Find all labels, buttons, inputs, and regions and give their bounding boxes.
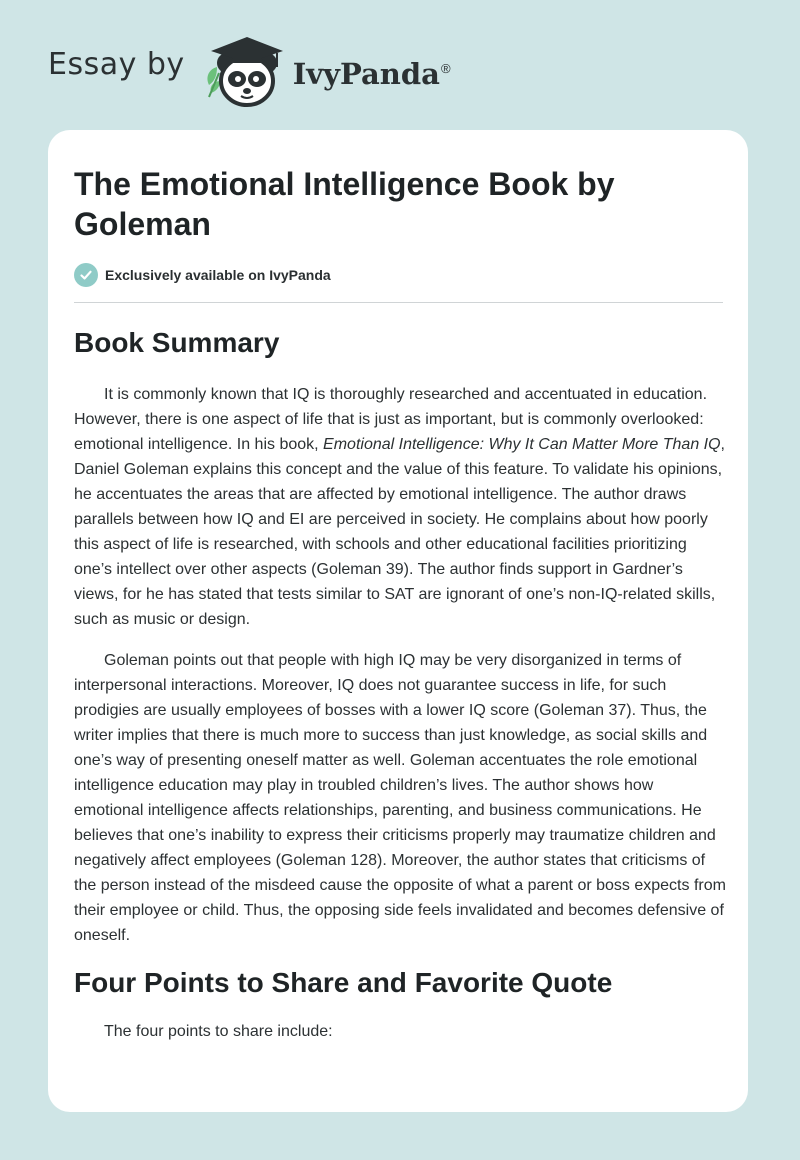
check-circle-icon xyxy=(74,263,98,287)
book-title-italic: Emotional Intelligence: Why It Can Matter More Than IQ xyxy=(323,436,721,453)
badge-label: Exclusively available on IvyPanda xyxy=(105,267,331,283)
brand-name-text: IvyPanda xyxy=(292,57,440,91)
divider xyxy=(74,302,723,303)
article-title: The Emotional Intelligence Book by Goleman xyxy=(74,166,615,242)
panda-logo-icon[interactable] xyxy=(203,33,291,111)
essay-by-label: Essay by xyxy=(48,46,185,82)
article-card xyxy=(48,130,748,1112)
paragraph-text: , Daniel Goleman explains this concept and the value of this feature. To validate his opinions, he accentuates the areas that are affected by emotional intelligence. The author draws parallels between how IQ and EI are perceived in society. He complains about how poorly this aspect of life is researched, with schools and other educational facilities prioritizing one’s intellect over other aspects (Goleman 39). The author finds support in Gardner’s views, for he has stated that tests similar to SAT are ignorant of one’s non-IQ-related skills, such as music or design. xyxy=(74,436,725,628)
paragraph: Goleman points out that people with high IQ may be very disorganized in terms of interpersonal interactions. Moreover, IQ does not guarantee success in life, for such prodigies are usually employees of bosses with a lower IQ score (Goleman 37). Thus, the writer implies that there is much more to success than just knowledge, as social skills and one’s way of presenting oneself matter as well. Goleman accentuates the role emotional intelligence education may play in troubled children’s lives. The author shows how emotional intelligence affects relationships, parenting, and business communications. He believes that one’s inability to express their criticisms properly may traumatize children and negatively affect employees (Goleman 128). Moreover, the author states that criticisms of the person instead of the misdeed cause the opposite of what a parent or boss expects from their employee or child. Thus, the opposing side feels invalidated and becomes defensive of oneself. xyxy=(74,652,726,944)
section-heading: Book Summary xyxy=(74,327,280,358)
registered-mark: ® xyxy=(440,61,451,77)
section-heading: Four Points to Share and Favorite Quote xyxy=(74,967,613,998)
paragraph xyxy=(74,382,726,632)
paragraph-text: It is commonly known that IQ is thoroughly researched and accentuated in education. However, there is one aspect of life that is just as important, but is commonly overlooked: emotional intelligence. In his book, xyxy=(74,386,708,453)
paragraph: The four points to share include: xyxy=(104,1023,333,1040)
site-header xyxy=(48,32,451,112)
exclusive-badge xyxy=(74,262,722,288)
brand-name xyxy=(293,57,451,91)
